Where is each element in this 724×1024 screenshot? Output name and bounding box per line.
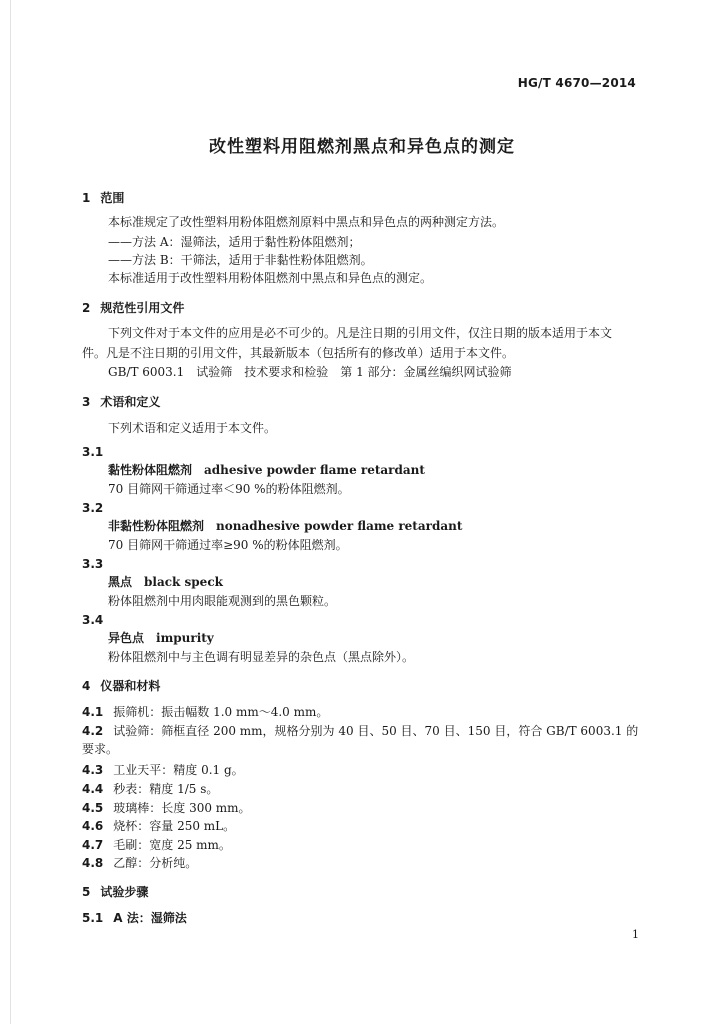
item-number: 4.6 [82,819,104,833]
term-english: black speck [144,575,223,589]
item-number: 4.7 [82,838,104,852]
term-chinese: 非黏性粉体阻燃剂 [108,519,205,533]
section-5-heading [82,884,148,900]
item-text: 玻璃棒：长度 300 mm。 [113,801,251,815]
item-text: 乙醇：分析纯。 [113,856,198,870]
term-english: adhesive powder flame retardant [204,463,425,477]
section-number: 5 [82,885,91,899]
item-text: 振筛机：振击幅数 1.0 mm～4.0 mm。 [113,705,329,719]
list-item: ——方法 B：干筛法，适用于非黏性粉体阻燃剂。 [108,253,373,267]
term-chinese: 黏性粉体阻燃剂 [108,463,193,477]
term-definition: 70 目筛网干筛通过率＜90 %的粉体阻燃剂。 [108,482,350,496]
item-number: 4.2 [82,724,104,738]
list-item: ——方法 A：湿筛法，适用于黏性粉体阻燃剂； [108,235,361,249]
paragraph: 下列文件对于本文件的应用是必不可少的。凡是注日期的引用文件，仅注日期的版本适用于本文 [108,326,613,340]
item-number: 4.4 [82,782,104,796]
item-text: 烧杯：容量 250 mL。 [113,819,236,833]
item-number: 4.8 [82,856,104,870]
subsection-title: A 法：湿筛法 [113,911,187,925]
section-title: 规范性引用文件 [100,301,185,315]
term-chinese: 异色点 [108,631,145,645]
section-title: 术语和定义 [100,395,161,409]
subsection-heading [82,910,187,926]
paragraph: 下列术语和定义适用于本文件。 [108,421,277,435]
list-item [82,762,244,778]
section-number: 1 [82,191,91,205]
item-text: 工业天平：精度 0.1 g。 [113,763,244,777]
section-title: 试验步骤 [100,885,149,899]
term-chinese: 黑点 [108,575,133,589]
list-item [82,818,235,834]
section-1-heading [82,190,124,206]
document-title: 改性塑料用阻燃剂黑点和异色点的测定 [209,137,515,157]
paragraph: 本标准适用于改性塑料用粉体阻燃剂中黑点和异色点的测定。 [108,271,433,285]
normative-reference: GB/T 6003.1 试验筛 技术要求和检验 第 1 部分：金属丝编织网试验筛 [108,365,512,379]
term-definition: 粉体阻燃剂中用肉眼能观测到的黑色颗粒。 [108,594,337,608]
term-entry [108,462,425,478]
page-number: 1 [632,928,639,941]
section-title: 仪器和材料 [100,679,161,693]
list-item [82,781,218,797]
section-number: 4 [82,679,91,693]
list-item [82,704,328,720]
item-text: 试验筛：筛框直径 200 mm，规格分别为 40 目、50 目、70 目、150 目，符合 GB/T 6003.1 的 [113,724,639,738]
item-number: 4.1 [82,705,104,719]
paragraph: 本标准规定了改性塑料用粉体阻燃剂原料中黑点和异色点的两种测定方法。 [108,215,505,229]
term-number: 3.1 [82,445,104,459]
term-english: impurity [156,631,214,645]
term-number: 3.2 [82,501,104,515]
item-text: 秒表：精度 1/5 s。 [113,782,219,796]
term-number: 3.4 [82,613,104,627]
section-4-heading [82,678,160,694]
term-entry [108,574,223,590]
term-entry [108,630,214,646]
term-definition: 70 目筛网干筛通过率≥90 %的粉体阻燃剂。 [108,538,348,552]
term-definition: 粉体阻燃剂中与主色调有明显差异的杂色点（黑点除外）。 [108,650,415,664]
list-item [82,800,251,816]
term-entry [108,518,462,534]
section-number: 3 [82,395,91,409]
subsection-number: 5.1 [82,911,104,925]
term-english: nonadhesive powder flame retardant [216,519,463,533]
list-item-continuation: 要求。 [82,742,119,756]
term-number: 3.3 [82,557,104,571]
list-item [82,837,231,853]
list-item [82,723,638,739]
list-item [82,855,197,871]
section-3-heading [82,394,160,410]
paragraph-continuation: 件。凡是不注日期的引用文件，其最新版本（包括所有的修改单）适用于本文件。 [82,346,515,360]
section-title: 范围 [100,191,125,205]
item-number: 4.5 [82,801,104,815]
standard-code: HG/T 4670—2014 [517,76,636,90]
item-number: 4.3 [82,763,104,777]
section-2-heading [82,300,184,316]
item-text: 毛刷：宽度 25 mm。 [113,838,231,852]
section-number: 2 [82,301,91,315]
